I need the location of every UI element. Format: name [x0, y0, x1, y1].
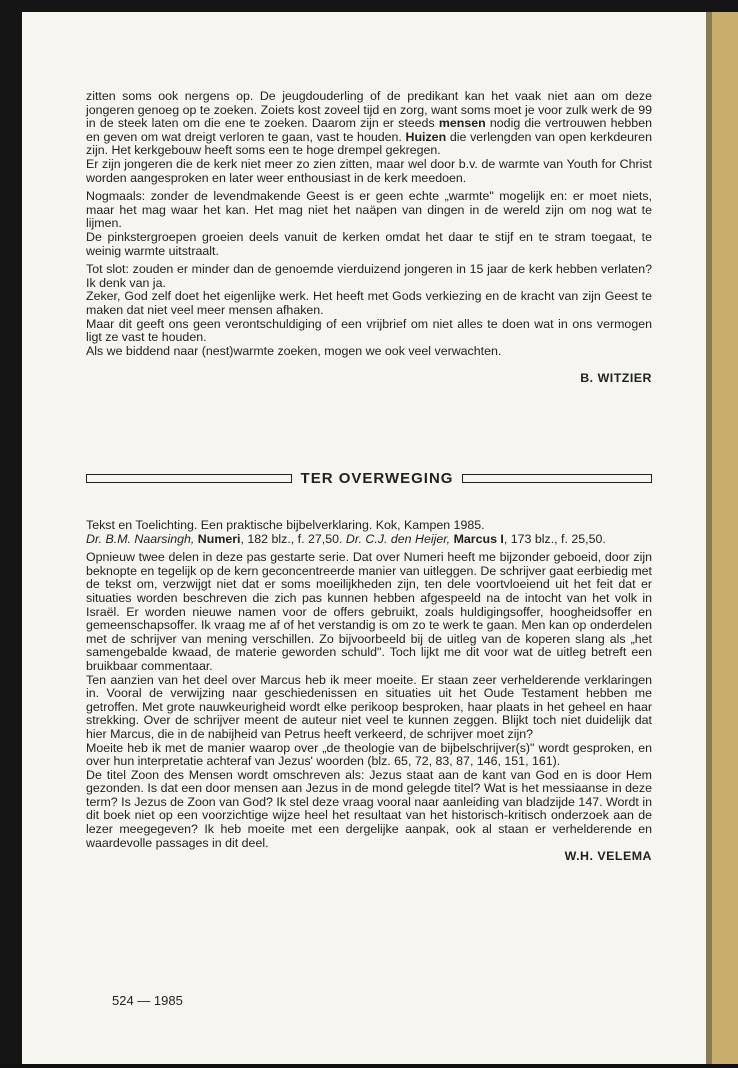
- paragraph: Moeite heb ik met de manier waarop over „de theologie van de bijbelschrijver(s)" wordt gesproken, en over hun interpretatie achteraf van Jezus' woorden (blz. 65, 72, 83, 87, 146, 151, 161).: [86, 740, 652, 769]
- paragraph: Tot slot: zouden er minder dan de genoemde vierduizend jongeren in 15 jaar de kerk hebben verlaten? Ik denk van ja.: [86, 262, 652, 290]
- book-series-line: Tekst en Toelichting. Een praktische bijbelverklaring. Kok, Kampen 1985.: [86, 518, 485, 532]
- paragraph: De titel Zoon des Mensen wordt omschreven als: Jezus staat aan de kant van God en is door Hem gezonden. Is dat een door mensen aan Jezus in de mond gelegde titel? Wat is het messiaanse in deze term? Is Jezus de Zoon van God? Ik stel deze vraag vooral naar aanleiding van bladzijde 147. Wordt in dit boek niet op een voorzichtige wijze heel het resultaat van het historisch-kritisch onderzoek aan de lezer meegegeven? Ik heb moeite met een dergelijke aanpak, ook al staan er verhelderende en waardevolle passages in dit deel.: [86, 767, 652, 850]
- page-number: 524 — 1985: [112, 993, 183, 1008]
- paragraph: Opnieuw twee delen in deze pas gestarte serie. Dat over Numeri heeft me bijzonder geboeid, door zijn beknopte en tegelijk op de kern geconcentreerde manier van uitleggen. De schrijver gaat eerbiedig met de tekst om, verzwijgt niet dat er soms moeilijkheden zijn, ten dele voortvloeiend uit het feit dat er situaties worden beschreven die zich pas kunnen hebben afgespeeld na de intocht van het volk in Israël. Er worden nieuwe namen voor de offers gebruikt, zoals huldigingsoffer, hoogheidsoffer en gemeenschapsoffer. Ik vraag me af of het verstandig is om zo te werk te gaan. Men kan op onderdelen met de schrijver van mening verschillen. Zo bijvoorbeeld bij de uitleg van de koperen slang als „het samengebalde kwaad, de materie geworden schuld". Toch lijkt me dit voor wat de uitleg betreft een bruikbaar commentaar.: [86, 550, 652, 673]
- paragraph: zitten soms ook nergens op. De jeugdouderling of de predikant kan het vaak niet aan om deze jongeren genoeg op te zoeken. Zoiets kost zoveel tijd en zorg, want soms moet je voor zulk werk de 99 in de steek laten om die ene te zoeken. Daarom zijn er steeds mensen nodig die vertrouwen hebben en geven om wat dreigt verloren te gaan, vast te houden. Huizen die verlengden van open kerkdeuren zijn. Het kerkgebouw heeft soms een te hoge drempel gekregen.: [86, 89, 652, 158]
- binding-strip: [712, 12, 738, 1068]
- bold-term: Huizen: [405, 129, 447, 144]
- paragraph: De pinkstergroepen groeien deels vanuit de kerken omdat het daar te stijf en te stram toegaat, te weinig warmte uitstraalt.: [86, 229, 652, 258]
- paragraph: Nogmaals: zonder de levendmakende Geest is er geen echte „warmte" mogelijk en: er moet niets, maar het mag waar het kan. Het mag niet het naäpen van dingen in de wereld zijn om nog wat te lijmen.: [86, 189, 652, 231]
- bold-term: mensen: [438, 116, 486, 131]
- author-signature: W.H. VELEMA: [564, 849, 652, 864]
- book-references: Dr. B.M. Naarsingh, Numeri, 182 blz., f. 27,50. Dr. C.J. den Heijer, Marcus I, 173 blz., f. 25,50.: [86, 531, 606, 546]
- scan-border-bottom: [0, 1064, 738, 1068]
- header-rule-left: [86, 474, 292, 483]
- author-signature: B. WITZIER: [580, 371, 652, 386]
- header-rule-right: [462, 474, 652, 483]
- paragraph: Als we biddend naar (nest)warmte zoeken, mogen we ook veel verwachten.: [86, 343, 502, 358]
- section-title: TER OVERWEGING: [300, 470, 454, 487]
- scan-border-left: [0, 0, 22, 1068]
- section-header: [86, 469, 652, 491]
- paragraph: Ten aanzien van het deel over Marcus heb ik meer moeite. Er staan zeer verhelderende verklaringen in. Vooral de verwijzing naar geschiedenissen en situaties uit het Oude Testament hebben me getroffen. Met grote nauwkeurigheid wordt elke perikoop besproken, haar plaats in het geheel en haar strekking. Over de schrijver meent de auteur niet veel te kunnen zeggen. Blijkt toch niet duidelijk dat hier Marcus, die in de nabijheid van Petrus heeft verkeerd, de schrijver moet zijn?: [86, 672, 652, 741]
- paragraph: Zeker, God zelf doet het eigenlijke werk. Het heeft met Gods verkiezing en de kracht van zijn Geest te maken dat niet veel meer mensen afhaken.: [86, 289, 652, 317]
- article-continuation: [86, 90, 652, 386]
- review-article: [86, 519, 652, 864]
- paragraph: Er zijn jongeren die de kerk niet meer zo zien zitten, maar wel door b.v. de warmte van Youth for Christ worden aangesproken en later weer enthousiast in de kerk meedoen.: [86, 156, 652, 185]
- paragraph: Maar dit geeft ons geen verontschuldiging of een vrijbrief om niet alles te doen wat in ons vermogen ligt ze vast te houden.: [86, 316, 652, 345]
